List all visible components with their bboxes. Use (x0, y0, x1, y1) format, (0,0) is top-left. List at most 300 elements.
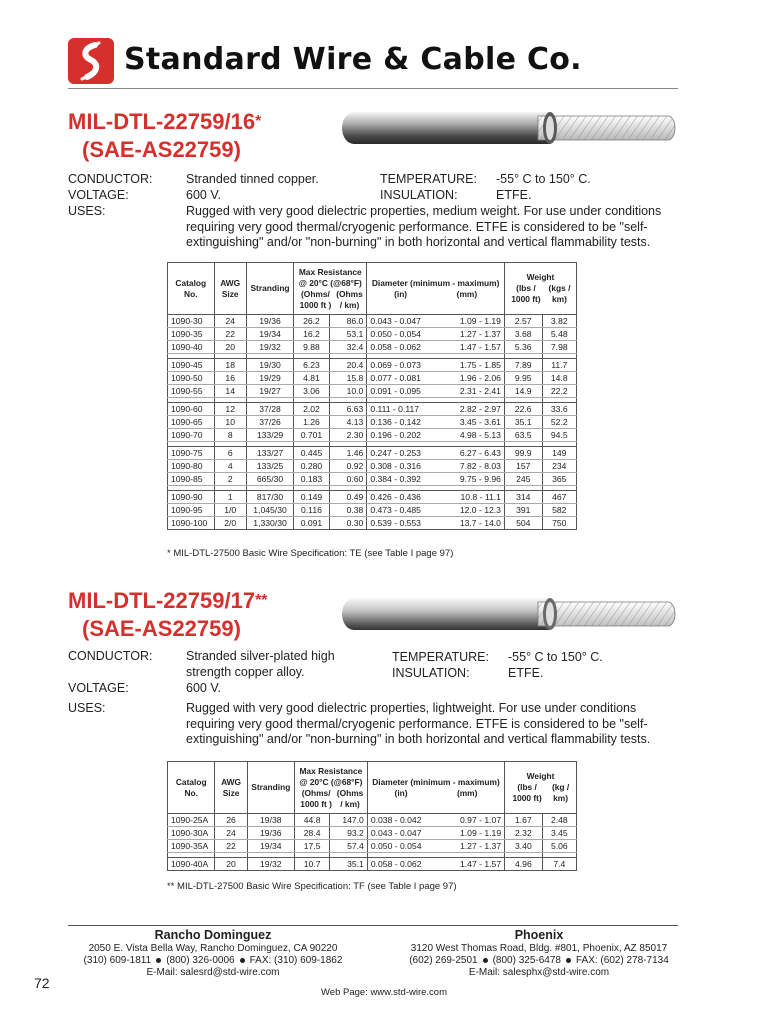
cell-ohm-km: 86.0 (329, 315, 367, 328)
cell-awg: 2 (214, 473, 246, 486)
office-phoenix (384, 928, 694, 979)
table-row (168, 416, 577, 429)
cell-ohm-km: 57.4 (330, 840, 368, 853)
diameter-header: Diameter (minimum - maximum) (371, 277, 500, 288)
spec1-table (167, 262, 577, 530)
cell-diameter-mm: 1.27 - 1.37 (459, 329, 501, 339)
cell-stranding: 1,045/30 (246, 504, 293, 517)
web-page-link[interactable]: Web Page: www.std-wire.com (320, 987, 447, 998)
cell-lbs: 245 (504, 473, 542, 486)
spec1-title-line1: MIL-DTL-22759/16 (68, 109, 256, 134)
cell-kgs: 14.8 (542, 372, 576, 385)
cell-awg: 1 (214, 491, 246, 504)
weight-kgs-header: (kgs / km) (548, 283, 571, 304)
cell-lbs: 22.6 (504, 403, 542, 416)
table-row (168, 403, 577, 416)
spec2-uses-value: Rugged with very good dielectric properties, lightweight. For use under conditions requiring very good thermal/cryogenic performance. ETFE is considered to be "self-extinguishing" and/or "non-burning" in both horizontal and vertical flammability tests. (186, 701, 651, 746)
weight-lbs-header: (lbs / 1000 ft) (511, 283, 541, 304)
cell-awg: 22 (215, 840, 247, 853)
cell-stranding: 19/36 (247, 827, 294, 840)
cell-catalog: 1090-45 (168, 359, 215, 372)
cell-ohm-ft: 0.701 (294, 429, 329, 442)
cell-awg: 10 (214, 416, 246, 429)
col-stranding: Stranding (246, 263, 293, 315)
cell-ohm-km: 35.1 (330, 858, 368, 871)
cell-kgs: 3.45 (542, 827, 576, 840)
cell-diameter-in: 0.050 - 0.054 (370, 329, 421, 339)
cell-lbs: 504 (504, 517, 542, 530)
spec2-footnote: ** MIL-DTL-27500 Basic Wire Specification: TF (see Table I page 97) (167, 881, 457, 892)
bullet-icon (566, 958, 571, 963)
cell-ohm-ft: 3.06 (294, 385, 329, 398)
cell-diameter-in: 0.077 - 0.081 (370, 373, 421, 383)
cell-kgs: 94.5 (542, 429, 576, 442)
cell-kgs: 33.6 (542, 403, 576, 416)
cell-ohm-km: 4.13 (329, 416, 367, 429)
cell-diameter-mm: 4.98 - 5.13 (459, 430, 501, 440)
cell-diameter-in: 0.136 - 0.142 (370, 417, 421, 427)
cell-diameter-mm: 1.09 - 1.19 (460, 828, 502, 838)
cell-diameter-mm: 2.31 - 2.41 (459, 386, 501, 396)
cell-diameter-in: 0.038 - 0.042 (370, 815, 422, 825)
cell-diameter (367, 447, 505, 460)
cell-lbs: 9.95 (504, 372, 542, 385)
cell-catalog: 1090-90 (168, 491, 215, 504)
cell-stranding: 19/34 (247, 840, 294, 853)
cell-ohm-ft: 26.2 (294, 315, 329, 328)
cell-lbs: 2.57 (504, 315, 542, 328)
cell-diameter (367, 403, 505, 416)
cell-stranding: 19/32 (246, 341, 293, 354)
table-row (168, 827, 577, 840)
cell-kgs: 7.4 (542, 858, 576, 871)
col-catalog: Catalog No. (168, 263, 215, 315)
cell-diameter (367, 359, 505, 372)
spec2-title-mark: ** (255, 592, 268, 609)
spec2-table-body (168, 814, 577, 871)
cell-diameter (367, 840, 504, 853)
spec1-conductor-label: CONDUCTOR: (68, 172, 153, 186)
cell-catalog: 1090-100 (168, 517, 215, 530)
cell-ohm-ft: 17.5 (294, 840, 329, 853)
spec2-table (167, 761, 577, 871)
cell-diameter-mm: 3.45 - 3.61 (459, 417, 501, 427)
table-row (168, 491, 577, 504)
cell-ohm-km: 32.4 (329, 341, 367, 354)
office-phones (68, 955, 358, 967)
bullet-icon (240, 958, 245, 963)
cell-ohm-km: 147.0 (330, 814, 368, 827)
cell-awg: 4 (214, 460, 246, 473)
spec2-voltage-label: VOLTAGE: (68, 681, 129, 695)
table-row (168, 429, 577, 442)
cell-awg: 26 (215, 814, 247, 827)
spec2-temperature-label: TEMPERATURE: (392, 650, 489, 664)
cell-diameter-mm: 0.97 - 1.07 (460, 815, 502, 825)
cell-catalog: 1090-65 (168, 416, 215, 429)
office-phone-tollfree: (800) 326-0006 (166, 955, 235, 966)
cell-kgs: 2.48 (542, 814, 576, 827)
cell-diameter-in: 0.473 - 0.485 (370, 505, 421, 515)
cell-catalog: 1090-55 (168, 385, 215, 398)
spec1-title (68, 108, 261, 164)
cell-kgs: 467 (542, 491, 576, 504)
spec2-conductor-value-2: strength copper alloy. (186, 665, 305, 679)
office-phones (384, 955, 694, 967)
insulated-cable-icon (338, 590, 676, 638)
weight-header: Weight (526, 272, 555, 282)
spec1-footnote: * MIL-DTL-27500 Basic Wire Specification: TE (see Table I page 97) (167, 548, 454, 559)
cell-awg: 6 (214, 447, 246, 460)
cell-stranding: 37/26 (246, 416, 293, 429)
cell-stranding: 19/27 (246, 385, 293, 398)
cell-ohm-ft: 0.149 (294, 491, 329, 504)
spec2-title-line1: MIL-DTL-22759/17 (68, 588, 256, 613)
col-awg: AWG Size (214, 263, 246, 315)
cell-catalog: 1090-60 (168, 403, 215, 416)
spec2-temperature-value: -55° C to 150° C. (508, 650, 603, 664)
spec1-voltage-label: VOLTAGE: (68, 188, 129, 202)
cell-diameter (367, 473, 505, 486)
cell-diameter (367, 341, 505, 354)
spec2-title-line2: (SAE-AS22759) (82, 616, 241, 641)
cell-awg: 24 (214, 315, 246, 328)
cell-diameter-mm: 9.75 - 9.96 (459, 474, 501, 484)
weight-header: Weight (526, 771, 555, 781)
cell-stranding: 665/30 (246, 473, 293, 486)
spec1-table-body (168, 315, 577, 530)
cell-stranding: 1,330/30 (246, 517, 293, 530)
cell-diameter (367, 504, 505, 517)
spec1-conductor-value: Stranded tinned copper. (186, 172, 319, 186)
cell-kgs: 149 (542, 447, 576, 460)
table-row (168, 517, 577, 530)
resistance-km-header: (Ohms / km) (336, 288, 363, 310)
diameter-in-header: (in) (394, 288, 408, 299)
cell-kgs: 52.2 (542, 416, 576, 429)
cell-ohm-km: 6.63 (329, 403, 367, 416)
cell-ohm-km: 53.1 (329, 328, 367, 341)
cell-diameter-in: 0.058 - 0.062 (370, 859, 422, 869)
cell-awg: 8 (214, 429, 246, 442)
cell-ohm-km: 0.30 (329, 517, 367, 530)
weight-kg-header: (kg / km) (551, 782, 570, 803)
cell-diameter-mm: 6.27 - 6.43 (459, 448, 501, 458)
cell-catalog: 1090-50 (168, 372, 215, 385)
cell-kgs: 5.06 (542, 840, 576, 853)
cell-diameter (367, 372, 505, 385)
cell-diameter-in: 0.069 - 0.073 (370, 360, 421, 370)
cell-stranding: 19/30 (246, 359, 293, 372)
spec1-voltage-value: 600 V. (186, 188, 221, 202)
spec2-title (68, 587, 268, 643)
cell-kgs: 582 (542, 504, 576, 517)
cell-diameter (367, 491, 505, 504)
cell-catalog: 1090-30A (168, 827, 215, 840)
cell-awg: 12 (214, 403, 246, 416)
cell-lbs: 5.36 (504, 341, 542, 354)
col-awg: AWG Size (215, 762, 247, 814)
cell-awg: 2/0 (214, 517, 246, 530)
cell-ohm-km: 15.8 (329, 372, 367, 385)
cell-lbs: 157 (504, 460, 542, 473)
cell-diameter-mm: 1.27 - 1.37 (460, 841, 502, 851)
diameter-mm-header: (mm) (456, 288, 478, 299)
table-row (168, 814, 577, 827)
cell-diameter-in: 0.196 - 0.202 (370, 430, 421, 440)
cell-lbs: 3.40 (505, 840, 543, 853)
cell-awg: 16 (214, 372, 246, 385)
table-row (168, 385, 577, 398)
cell-ohm-ft: 0.280 (294, 460, 329, 473)
cell-kgs: 5.48 (542, 328, 576, 341)
cell-awg: 20 (214, 341, 246, 354)
cell-ohm-km: 0.92 (329, 460, 367, 473)
spec1-insulation-value: ETFE. (496, 188, 532, 202)
table-row (168, 447, 577, 460)
cell-lbs: 391 (504, 504, 542, 517)
cell-stranding: 133/25 (246, 460, 293, 473)
cell-ohm-km: 20.4 (329, 359, 367, 372)
cell-diameter-in: 0.050 - 0.054 (370, 841, 422, 851)
col-diameter (367, 762, 504, 814)
spec1-uses-value: Rugged with very good dielectric properties, medium weight. For use under conditions requiring very good thermal/cryogenic performance. ETFE is considered to be "self-extinguishing" and/or "non-burning" in both horizontal and vertical flammability tests. (186, 204, 662, 249)
cell-diameter (367, 858, 504, 871)
spec2-conductor-label: CONDUCTOR: (68, 649, 153, 663)
cell-diameter (367, 416, 505, 429)
spec2-insulation-value: ETFE. (508, 666, 544, 680)
cell-diameter (367, 517, 505, 530)
spec1-title-mark: * (255, 113, 262, 130)
cell-ohm-km: 0.49 (329, 491, 367, 504)
office-phone: (602) 269-2501 (409, 955, 478, 966)
office-phone: (310) 609-1811 (83, 955, 152, 966)
cell-stranding: 37/28 (246, 403, 293, 416)
cell-lbs: 3.68 (504, 328, 542, 341)
cell-lbs: 63.5 (504, 429, 542, 442)
office-phone-tollfree: (800) 325-6478 (492, 955, 561, 966)
cell-kgs: 365 (542, 473, 576, 486)
cell-ohm-ft: 9.88 (294, 341, 329, 354)
table-row (168, 858, 577, 871)
cell-ohm-ft: 28.4 (294, 827, 329, 840)
page-header (68, 38, 678, 90)
table-row (168, 341, 577, 354)
cell-ohm-km: 93.2 (330, 827, 368, 840)
cell-diameter-in: 0.111 - 0.117 (370, 404, 420, 414)
cell-diameter-in: 0.091 - 0.095 (370, 386, 421, 396)
cell-lbs: 99.9 (504, 447, 542, 460)
cell-kgs: 22.2 (542, 385, 576, 398)
cell-awg: 14 (214, 385, 246, 398)
cell-stranding: 133/27 (246, 447, 293, 460)
cell-diameter-mm: 1.09 - 1.19 (459, 316, 501, 326)
cell-catalog: 1090-25A (168, 814, 215, 827)
cell-ohm-km: 0.60 (329, 473, 367, 486)
cell-diameter (367, 814, 504, 827)
cell-diameter-mm: 1.96 - 2.06 (459, 373, 501, 383)
table-row (168, 372, 577, 385)
cell-awg: 1/0 (214, 504, 246, 517)
col-weight (505, 762, 577, 814)
spec2-insulation-label: INSULATION: (392, 666, 470, 680)
cell-lbs: 1.67 (505, 814, 543, 827)
cell-ohm-ft: 0.445 (294, 447, 329, 460)
resistance-km-header: (Ohms / km) (336, 787, 364, 809)
cell-diameter (367, 429, 505, 442)
cell-diameter (367, 328, 505, 341)
office-fax: FAX: (310) 609-1862 (249, 955, 343, 966)
diameter-mm-header: (mm) (456, 787, 478, 798)
spec1-insulation-label: INSULATION: (380, 188, 458, 202)
office-rancho-dominguez (68, 928, 358, 979)
cell-ohm-ft: 10.7 (294, 858, 329, 871)
cell-catalog: 1090-95 (168, 504, 215, 517)
cell-lbs: 2.32 (505, 827, 543, 840)
col-stranding: Stranding (247, 762, 294, 814)
bullet-icon (156, 958, 161, 963)
cell-diameter-mm: 1.75 - 1.85 (459, 360, 501, 370)
cell-stranding: 19/29 (246, 372, 293, 385)
cell-ohm-ft: 44.8 (294, 814, 329, 827)
col-resistance (294, 762, 367, 814)
cell-diameter-mm: 7.82 - 8.03 (459, 461, 501, 471)
cell-ohm-km: 10.0 (329, 385, 367, 398)
cell-diameter-mm: 2.82 - 2.97 (459, 404, 501, 414)
table-row (168, 315, 577, 328)
cell-kgs: 750 (542, 517, 576, 530)
table-row (168, 359, 577, 372)
cell-diameter-mm: 10.8 - 11.1 (460, 492, 501, 502)
spec2-conductor-value-1: Stranded silver-plated high (186, 649, 335, 663)
office-email[interactable]: E-Mail: salesphx@std-wire.com (468, 967, 610, 978)
cell-catalog: 1090-30 (168, 315, 215, 328)
spec2-uses-label: USES: (68, 701, 106, 715)
wire-logo-icon (68, 38, 114, 84)
cell-awg: 20 (215, 858, 247, 871)
cell-ohm-km: 1.46 (329, 447, 367, 460)
resistance-ft-header: (Ohms/ 1000 ft ) (300, 787, 332, 809)
cell-diameter-in: 0.058 - 0.062 (370, 342, 421, 352)
cell-stranding: 133/29 (246, 429, 293, 442)
resistance-header: Max Resistance @ 20°C (@68°F) (298, 266, 362, 288)
cell-ohm-ft: 4.81 (294, 372, 329, 385)
spec1-uses-label: USES: (68, 204, 106, 218)
cell-catalog: 1090-80 (168, 460, 215, 473)
bullet-icon (483, 958, 488, 963)
weight-lbs-header: (lbs / 1000 ft) (512, 782, 542, 803)
cell-ohm-ft: 2.02 (294, 403, 329, 416)
cell-lbs: 35.1 (504, 416, 542, 429)
page-number: 72 (34, 975, 50, 991)
cell-catalog: 1090-70 (168, 429, 215, 442)
cell-diameter-mm: 1.47 - 1.57 (459, 342, 501, 352)
spec1-temperature-value: -55° C to 150° C. (496, 172, 591, 186)
cell-stranding: 817/30 (246, 491, 293, 504)
resistance-header: Max Resistance @ 20°C (@68°F) (299, 765, 363, 787)
cell-awg: 24 (215, 827, 247, 840)
resistance-ft-header: (Ohms/ 1000 ft ) (299, 288, 332, 310)
table-row (168, 840, 577, 853)
table-row (168, 460, 577, 473)
cell-ohm-ft: 1.26 (294, 416, 329, 429)
table-row (168, 504, 577, 517)
header-divider (68, 88, 678, 89)
cell-diameter-mm: 12.0 - 12.3 (459, 505, 501, 515)
cell-kgs: 234 (542, 460, 576, 473)
cell-kgs: 3.82 (542, 315, 576, 328)
cell-diameter-mm: 13.7 - 14.0 (459, 518, 501, 528)
col-diameter (367, 263, 505, 315)
cell-lbs: 7.89 (504, 359, 542, 372)
cell-catalog: 1090-35 (168, 328, 215, 341)
office-name: Phoenix (514, 928, 564, 942)
diameter-header: Diameter (minimum - maximum) (372, 776, 500, 787)
office-address: 3120 West Thomas Road, Bldg. #801, Phoenix, AZ 85017 (410, 943, 668, 954)
spec1-title-line2: (SAE-AS22759) (82, 137, 241, 162)
cell-catalog: 1090-75 (168, 447, 215, 460)
cell-catalog: 1090-40A (168, 858, 215, 871)
office-fax: FAX: (602) 278-7134 (575, 955, 669, 966)
cell-diameter-in: 0.426 - 0.436 (370, 492, 421, 502)
cell-stranding: 19/32 (247, 858, 294, 871)
cell-awg: 22 (214, 328, 246, 341)
diameter-in-header: (in) (394, 787, 408, 798)
cell-ohm-ft: 0.183 (294, 473, 329, 486)
cell-diameter-in: 0.308 - 0.316 (370, 461, 421, 471)
cell-kgs: 11.7 (542, 359, 576, 372)
cell-diameter (367, 315, 505, 328)
cell-stranding: 19/34 (246, 328, 293, 341)
table-row (168, 328, 577, 341)
cell-catalog: 1090-35A (168, 840, 215, 853)
cell-diameter (367, 460, 505, 473)
cell-ohm-ft: 0.116 (294, 504, 329, 517)
spec2-voltage-value: 600 V. (186, 681, 221, 695)
cell-lbs: 4.96 (505, 858, 543, 871)
cell-catalog: 1090-40 (168, 341, 215, 354)
cell-ohm-km: 2.30 (329, 429, 367, 442)
col-resistance (294, 263, 367, 315)
office-email[interactable]: E-Mail: salesrd@std-wire.com (146, 967, 280, 978)
office-address: 2050 E. Vista Bella Way, Rancho Dominguez, CA 90220 (88, 943, 338, 954)
office-name: Rancho Dominguez (154, 928, 272, 942)
cell-diameter-in: 0.384 - 0.392 (370, 474, 421, 484)
cell-diameter-in: 0.539 - 0.553 (370, 518, 421, 528)
spec1-temperature-label: TEMPERATURE: (380, 172, 477, 186)
cell-lbs: 14.9 (504, 385, 542, 398)
cell-ohm-ft: 16.2 (294, 328, 329, 341)
cell-catalog: 1090-85 (168, 473, 215, 486)
stranded-cable-icon (338, 104, 676, 152)
col-catalog: Catalog No. (168, 762, 215, 814)
cell-ohm-km: 0.38 (329, 504, 367, 517)
cell-awg: 18 (214, 359, 246, 372)
cell-stranding: 19/38 (247, 814, 294, 827)
company-name: Standard Wire & Cable Co. (124, 42, 582, 77)
cell-stranding: 19/36 (246, 315, 293, 328)
cell-diameter-in: 0.247 - 0.253 (370, 448, 421, 458)
footer-divider (68, 925, 678, 926)
cell-diameter (367, 385, 505, 398)
cell-diameter-mm: 1.47 - 1.57 (460, 859, 502, 869)
cell-ohm-ft: 6.23 (294, 359, 329, 372)
cell-lbs: 314 (504, 491, 542, 504)
cell-ohm-ft: 0.091 (294, 517, 329, 530)
cell-diameter-in: 0.043 - 0.047 (370, 316, 421, 326)
cell-kgs: 7.98 (542, 341, 576, 354)
cell-diameter-in: 0.043 - 0.047 (370, 828, 422, 838)
